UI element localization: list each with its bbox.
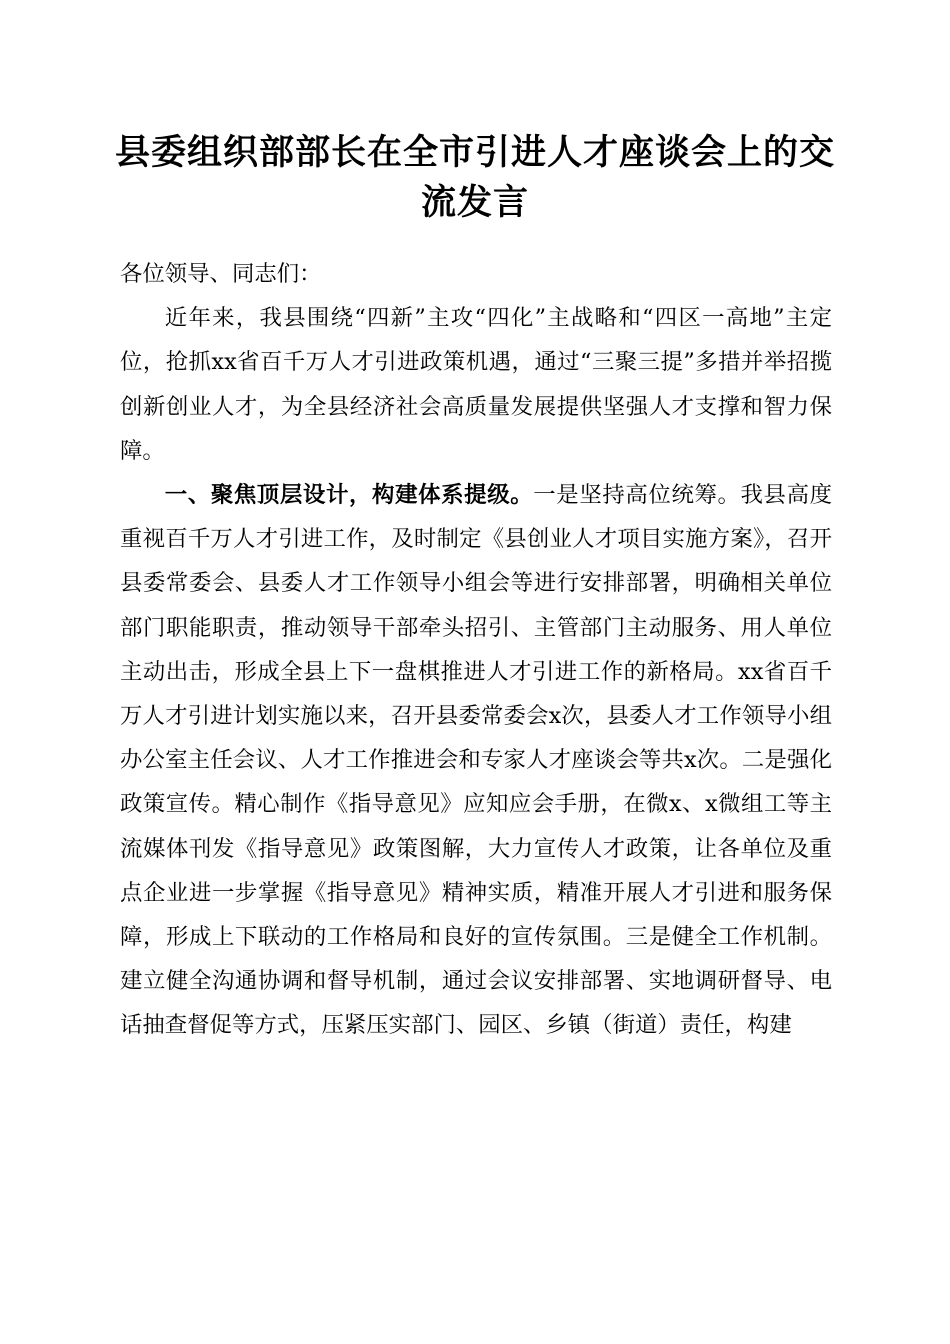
section-1-paragraph [120, 473, 832, 1048]
document-body [120, 252, 832, 1048]
section-1-heading: 一、聚焦顶层设计，构建体系提级。 [164, 482, 534, 509]
document-title: 县委组织部部长在全市引进人才座谈会上的交流发言 [114, 132, 835, 223]
section-1-body: 一是坚持高位统筹。我县高度重视百千万人才引进工作，及时制定《县创业人才项目实施方案》，召开县委常委会、县委人才工作领导小组会等进行安排部署，明确相关单位部门职能职责，推动领导干部牵头招引、主管部门主动服务、用人单位主动出击，形成全县上下一盘棋推进人才引进工作的新格局。xx省百千万人才引进计划实施以来，召开县委常委会x次，县委人才工作领导小组办公室主任会议、人才工作推进会和专家人才座谈会等共x次。二是强化政策宣传。精心制作《指导意见》应知应会手册，在微x、x微组工等主流媒体刊发《指导意见》政策图解，大力宣传人才政策，让各单位及重点企业进一步掌握《指导意见》精神实质，精准开展人才引进和服务保障，形成上下联动的工作格局和良好的宣传氛围。三是健全工作机制。建立健全沟通协调和督导机制，通过会议安排部署、实地调研督导、电话抽查督促等方式，压紧压实部门、园区、乡镇（街道）责任，构建 [120, 482, 833, 1039]
salutation: 各位领导、同志们： [120, 261, 322, 287]
intro-paragraph: 近年来，我县围绕“四新”主攻“四化”主战略和“四区一高地”主定位，抢抓xx省百千万人才引进政策机遇，通过“三聚三提”多措并举招揽创新创业人才，为全县经济社会高质量发展提供坚强人才支撑和智力保障。 [120, 305, 832, 464]
